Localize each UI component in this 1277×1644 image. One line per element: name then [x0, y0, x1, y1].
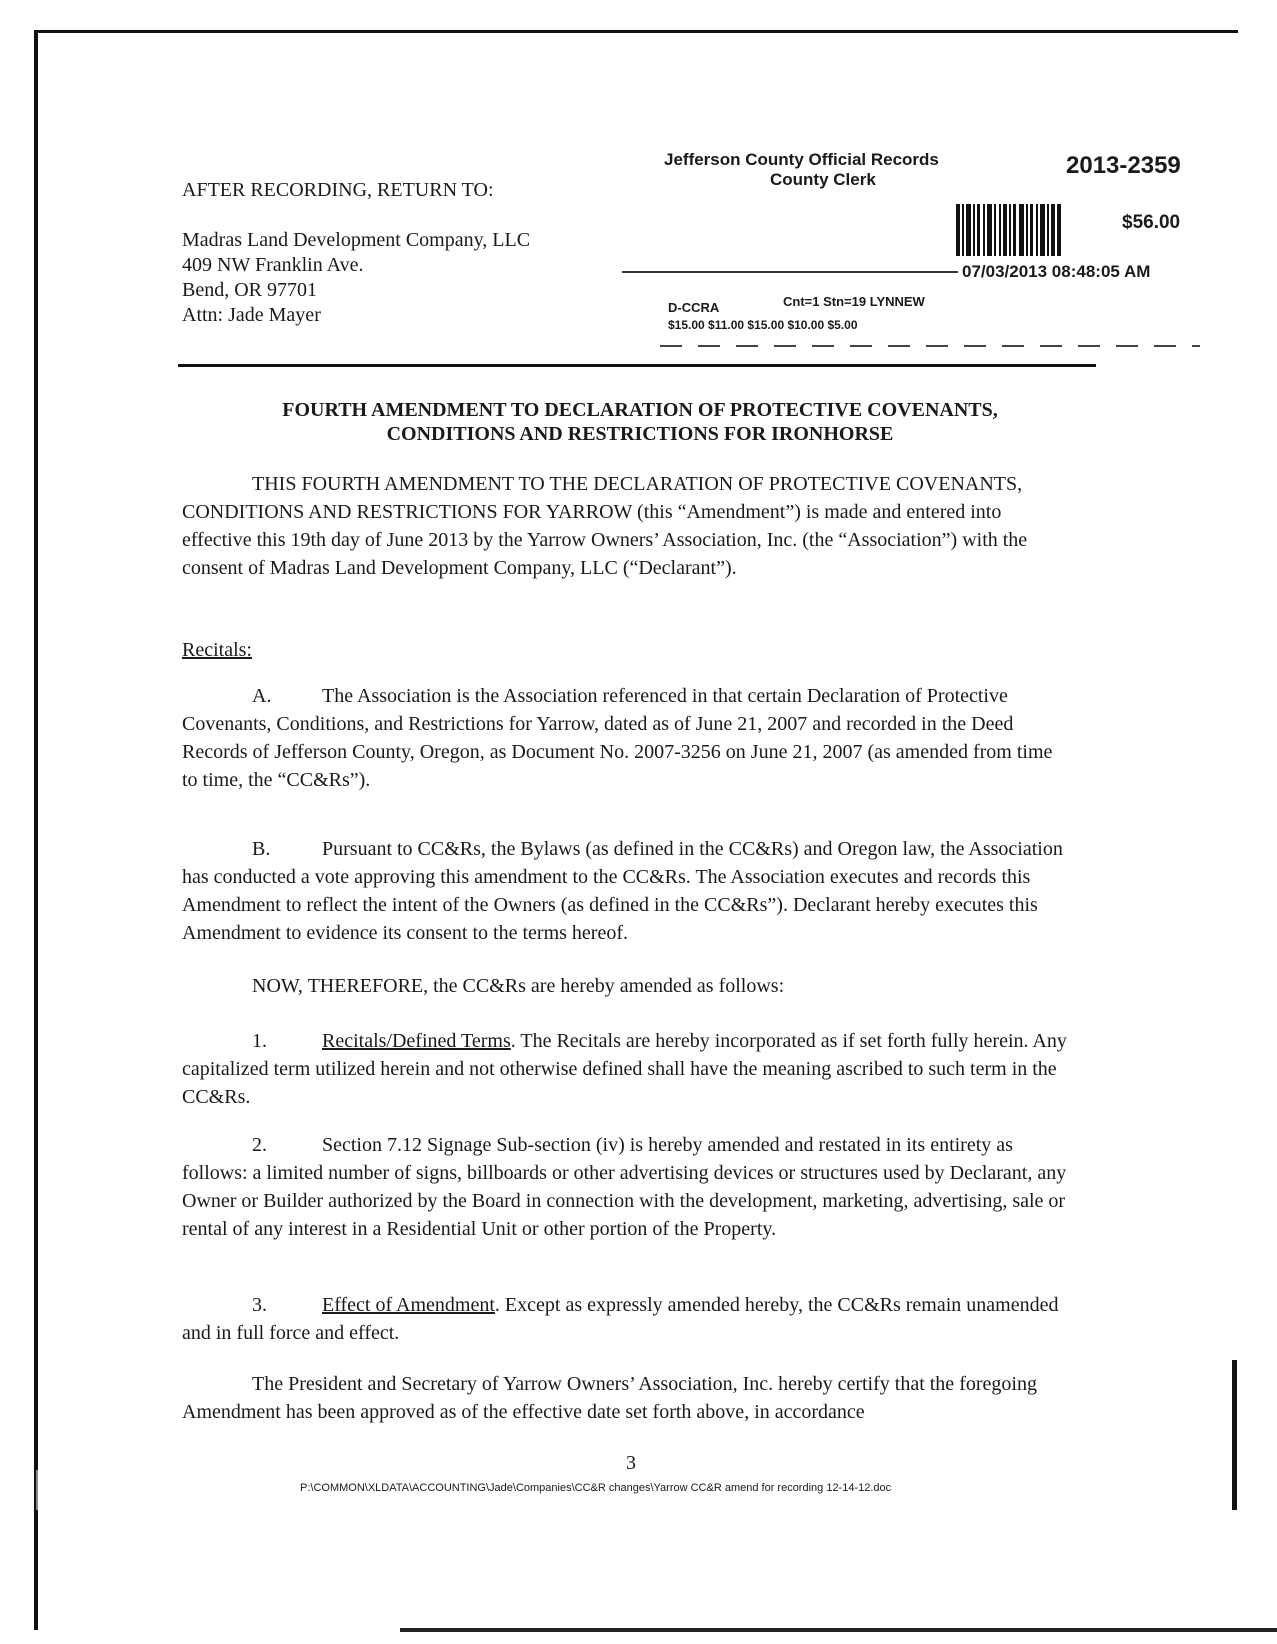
- section-2-paragraph: [182, 1131, 1072, 1243]
- section-1-label: 1.: [252, 1030, 267, 1052]
- recital-a-text: The Association is the Association referenced in that certain Declaration of Protective Covenants, Conditions, and Restrictions for Yarrow, dated as of June 21, 2007 and recorded in the Deed Records of Jefferson County, Oregon, as Document No. 2007-3256 on June 21, 2007 (as amended from time to time, the “CC&Rs”).: [182, 685, 1053, 791]
- section-2-text: Section 7.12 Signage Sub-section (iv) is hereby amended and restated in its entirety as follows: a limited number of signs, billboards or other advertising devices or structures used by Declarant, any Owner or Builder authorized by the Board in connection with the development, marketing, advertising, sale or rental of any interest in a Residential Unit or other portion of the Property.: [182, 1134, 1067, 1240]
- return-city: Bend, OR 97701: [182, 279, 317, 301]
- barcode-icon: [956, 204, 1062, 256]
- file-path-footer: P:\COMMON\XLDATA\ACCOUNTING\Jade\Companies\CC&R changes\Yarrow CC&R amend for recording 12-14-12.doc: [300, 1482, 892, 1494]
- now-therefore-paragraph: NOW, THEREFORE, the CC&Rs are hereby amended as follows:: [252, 975, 785, 997]
- stamp-dashed-line: [660, 336, 1200, 342]
- recital-b-text: Pursuant to CC&Rs, the Bylaws (as defined in the CC&Rs) and Oregon law, the Association has conducted a vote approving this amendment to the CC&Rs. The Association executes and records this Amendment to reflect the intent of the Owners (as defined in the CC&Rs”). Declarant hereby executes this Amendment to evidence its consent to the terms hereof.: [182, 838, 1063, 944]
- stamp-clerk-label: County Clerk: [770, 170, 876, 189]
- intro-paragraph: THIS FOURTH AMENDMENT TO THE DECLARATION OF PROTECTIVE COVENANTS, CONDITIONS AND RESTRICTIONS FOR YARROW (this “Amendment”) is made and entered into effective this 19th day of June 2013 by the Yarrow Owners’ Association, Inc. (the “Association”) with the consent of Madras Land Development Company, LLC (“Declarant”).: [182, 473, 1028, 579]
- recital-b-paragraph: [182, 835, 1072, 947]
- document-number: 2013-2359: [1066, 152, 1181, 179]
- document-title-line-1: FOURTH AMENDMENT TO DECLARATION OF PROTECTIVE COVENANTS,: [282, 399, 998, 421]
- stamp-underline: [622, 271, 958, 273]
- section-3-paragraph: [182, 1291, 1072, 1347]
- section-1-text: . The Recitals are hereby incorporated as if set forth fully herein. Any capitalized term utilized herein and not otherwise defined shall have the meaning ascribed to such term in the CC&Rs.: [182, 1030, 1067, 1108]
- section-3-heading: Effect of Amendment: [322, 1294, 495, 1316]
- stamp-code: D-CCRA: [668, 300, 720, 315]
- recording-datetime: 07/03/2013 08:48:05 AM: [962, 262, 1151, 281]
- stamp-counter: Cnt=1 Stn=19 LYNNEW: [783, 294, 925, 309]
- section-3-text: . Except as expressly amended hereby, the CC&Rs remain unamended and in full force and effect.: [182, 1294, 1059, 1344]
- return-street: 409 NW Franklin Ave.: [182, 254, 364, 276]
- page-border-top: [34, 30, 1238, 33]
- document-title-line-2: CONDITIONS AND RESTRICTIONS FOR IRONHORSE: [386, 423, 894, 445]
- scan-mark: [36, 1470, 38, 1510]
- section-2-label: 2.: [252, 1134, 267, 1156]
- section-1-heading: Recitals/Defined Terms: [322, 1030, 511, 1052]
- page-border-left: [34, 30, 38, 1630]
- page-border-bottom: [400, 1628, 1277, 1632]
- certification-paragraph: The President and Secretary of Yarrow Owners’ Association, Inc. hereby certify that the foregoing Amendment has been approved as of the effective date set forth above, in accordance: [182, 1373, 1037, 1423]
- recording-fee: $56.00: [1122, 212, 1181, 233]
- recitals-heading: Recitals:: [182, 639, 252, 661]
- page-number: 3: [626, 1452, 636, 1474]
- recital-b-label: B.: [252, 838, 271, 860]
- section-3-label: 3.: [252, 1294, 267, 1316]
- return-attn: Attn: Jade Mayer: [182, 304, 321, 326]
- page-border-right: [1232, 1360, 1237, 1510]
- stamp-fee-breakdown: $15.00 $11.00 $15.00 $10.00 $5.00: [668, 318, 858, 332]
- recital-a-label: A.: [252, 685, 272, 707]
- recital-a-paragraph: [182, 682, 1072, 794]
- header-rule: [178, 364, 1096, 367]
- return-to-address: [182, 228, 530, 328]
- stamp-records-label: Jefferson County Official Records: [664, 150, 939, 169]
- return-company: Madras Land Development Company, LLC: [182, 229, 531, 251]
- section-1-paragraph: [182, 1027, 1072, 1111]
- return-to-heading: AFTER RECORDING, RETURN TO:: [182, 179, 494, 201]
